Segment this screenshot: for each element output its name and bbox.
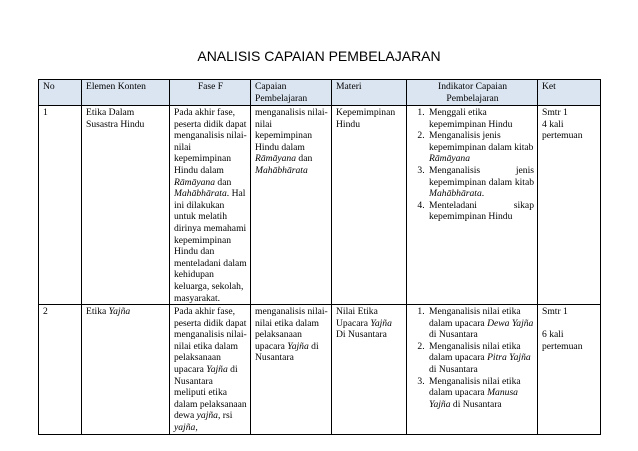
list-item: 4. Menteladani sikap kepemimpinan Hindu bbox=[427, 200, 534, 223]
cell-indikator bbox=[407, 305, 538, 435]
header-capaian: Capaian Pembelajaran bbox=[251, 80, 332, 106]
header-no: No bbox=[39, 80, 82, 106]
cell-elemen: Etika Yajña bbox=[82, 305, 170, 435]
header-fase: Fase F bbox=[170, 80, 251, 106]
table-row bbox=[39, 106, 601, 305]
analysis-table bbox=[38, 79, 601, 435]
list-item: 2. Menganalisis nilai etika dalam upacara Pitra Yajña di Nusantara bbox=[427, 341, 534, 376]
header-materi: Materi bbox=[332, 80, 407, 106]
cell-elemen: Etika Dalam Susastra Hindu bbox=[82, 106, 170, 305]
list-item: 2. Menganalisis jenis kepemimpinan dalam kitab Rāmāyana bbox=[427, 130, 534, 165]
cell-ket: Smtr 1 6 kali pertemuan bbox=[538, 305, 601, 435]
header-elemen-konten: Elemen Konten bbox=[82, 80, 170, 106]
page-title: ANALISIS CAPAIAN PEMBELAJARAN bbox=[197, 48, 441, 64]
cell-indikator bbox=[407, 106, 538, 305]
cell-capaian: menganalisis nilai-nilai kepemimpinan Hindu dalam Rāmāyana dan Mahābhārata bbox=[251, 106, 332, 305]
header-ket: Ket bbox=[538, 80, 601, 106]
cell-no: 2 bbox=[39, 305, 82, 435]
list-item: 1. Menggali etika kepemimpinan Hindu bbox=[427, 107, 534, 130]
cell-materi: Kepemimpinan Hindu bbox=[332, 106, 407, 305]
cell-no: 1 bbox=[39, 106, 82, 305]
cell-capaian: menganalisis nilai-nilai etika dalam pelaksanaan upacara Yajña di Nusantara bbox=[251, 305, 332, 435]
cell-fase: Pada akhir fase, peserta didik dapat menganalisis nilai-nilai kepemimpinan Hindu dalam Rāmāyana dan Mahābhārata. Hal ini dilakukan untuk melatih dirinya memahami kepemimpinan Hindu dan menteladani dalam kehidupan keluarga, sekolah, masyarakat. bbox=[170, 106, 251, 305]
list-item: 1. Menganalisis nilai etika dalam upacara Dewa Yajña di Nusantara bbox=[427, 306, 534, 341]
list-item: 3. Menganalisis nilai etika dalam upacara Manusa Yajña di Nusantara bbox=[427, 376, 534, 411]
list-item: 3. Menganalisis jenis kepemimpinan dalam kitab Mahābhārata. bbox=[427, 165, 534, 200]
cell-materi: Nilai Etika Upacara Yajña Di Nusantara bbox=[332, 305, 407, 435]
table-row bbox=[39, 305, 601, 435]
header-indikator: Indikator Capaian Pembelajaran bbox=[407, 80, 538, 106]
cell-fase: Pada akhir fase, peserta didik dapat menganalisis nilai-nilai etika dalam pelaksanaan upacara Yajña di Nusantara meliputi etika dalam pelaksanaan dewa yajña, rsi yajña, bbox=[170, 305, 251, 435]
cell-ket: Smtr 1 4 kali pertemuan bbox=[538, 106, 601, 305]
table-header-row bbox=[39, 80, 601, 106]
